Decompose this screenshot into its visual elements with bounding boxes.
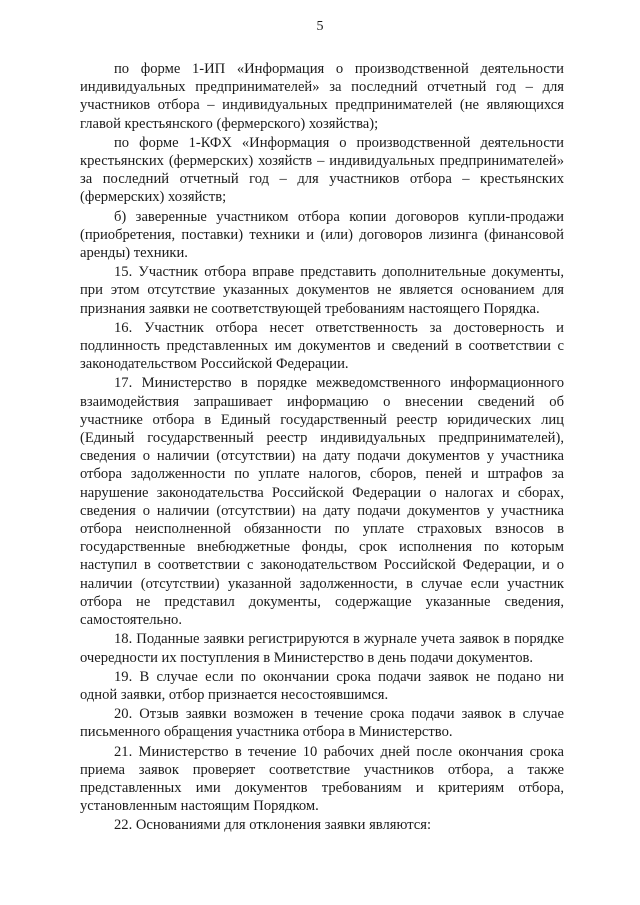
page-number: 5 xyxy=(316,19,324,34)
paragraph-22: 22. Основаниями для отклонения заявки являются: xyxy=(114,817,432,834)
paragraph-form-1-kfh: по форме 1-КФХ «Информация о производственной деятельности крестьянских (фермерских) хозяйств – индивидуальных предпринимателей» за последний отчетный год – для участников отбора – крестьянских (фермерских) хозяйств; xyxy=(80,134,564,206)
document-body xyxy=(80,60,564,836)
paragraph-21: 21. Министерство в течение 10 рабочих дней после окончания срока приема заявок проверяет соответствие участников отбора, а также представленных ими документов требованиям и критериям отбора, установленным настоящим Порядком. xyxy=(80,743,564,815)
paragraph-item-b: б) заверенные участником отбора копии договоров купли-продажи (приобретения, поставки) техники и (или) договоров лизинга (финансовой аренды) техники. xyxy=(80,208,564,262)
paragraph-form-1-ip: по форме 1-ИП «Информация о производственной деятельности индивидуальных предпринимателей» за последний отчетный год – для участников отбора – индивидуальных предпринимателей (не являющихся главой крестьянского (фермерского) хозяйства); xyxy=(80,61,564,132)
paragraph-19: 19. В случае если по окончании срока подачи заявок не подано ни одной заявки, отбор признается несостоявшимся. xyxy=(80,668,564,703)
paragraph-15: 15. Участник отбора вправе представить дополнительные документы, при этом отсутствие указанных документов не является основанием для признания заявки не соответствующей требованиям настоящего Порядка. xyxy=(80,264,564,317)
paragraph-20: 20. Отзыв заявки возможен в течение срока подачи заявок в случае письменного обращения участника отбора в Министерство. xyxy=(80,706,564,741)
paragraph-17: 17. Министерство в порядке межведомственного информационного взаимодействия запрашивает информацию о внесении сведений об участнике отбора в Единый государственный реестр юридических лиц (Единый государственный реестр индивидуальных предпринимателей), сведения о наличии (отсутствии) на дату подачи документов у участника отбора задолженности по уплате налогов, сборов, пеней и штрафов за нарушение законодательства Российской Федерации о налогах и сборах, сведения о наличии (отсутствии) на дату подачи документов у участника отбора неисполненной обязанности по уплате страховых взносов в государственные внебюджетные фонды, срок исполнения по которым наступил в соответствии с законодательством Российской Федерации, и о наличии (отсутствии) указанной задолженности, в случае если участник отбора не представил документы, содержащие указанные сведения, самостоятельно. xyxy=(80,375,564,629)
paragraph-16: 16. Участник отбора несет ответственность за достоверность и подлинность представленных им документов и сведений в соответствии с законодательством Российской Федерации. xyxy=(80,319,564,373)
paragraph-18: 18. Поданные заявки регистрируются в журнале учета заявок в порядке очередности их поступления в Министерство в день подачи документов. xyxy=(80,631,564,666)
